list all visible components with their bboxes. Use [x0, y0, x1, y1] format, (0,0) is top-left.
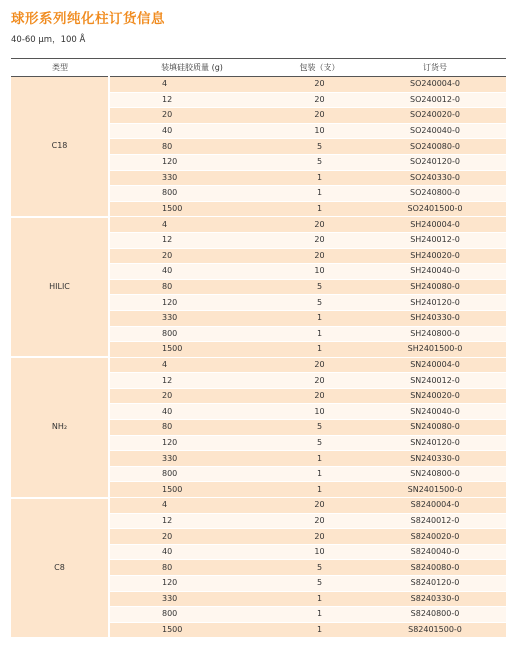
package-cell: 5 — [275, 154, 364, 170]
weight-cell: 330 — [109, 310, 275, 326]
package-cell: 1 — [275, 186, 364, 202]
weight-cell: 40 — [109, 123, 275, 139]
table-row — [11, 217, 506, 233]
package-cell: 5 — [275, 295, 364, 311]
weight-cell: 4 — [109, 498, 275, 514]
order-no-cell: SN240012-0 — [364, 373, 506, 389]
order-no-cell: SO240800-0 — [364, 186, 506, 202]
header-weight: 装填硅胶质量 (g) — [109, 59, 275, 77]
package-cell: 10 — [275, 404, 364, 420]
weight-cell: 12 — [109, 92, 275, 108]
order-no-cell: S8240800-0 — [364, 607, 506, 623]
package-cell: 10 — [275, 544, 364, 560]
package-cell: 1 — [275, 607, 364, 623]
package-cell: 1 — [275, 622, 364, 638]
order-no-cell: SN240080-0 — [364, 420, 506, 436]
header-row — [11, 59, 506, 77]
package-cell: 1 — [275, 170, 364, 186]
weight-cell: 40 — [109, 264, 275, 280]
package-cell: 20 — [275, 108, 364, 124]
weight-cell: 20 — [109, 248, 275, 264]
order-no-cell: S8240020-0 — [364, 529, 506, 545]
package-cell: 1 — [275, 326, 364, 342]
package-cell: 20 — [275, 92, 364, 108]
order-no-cell: S82401500-0 — [364, 622, 506, 638]
table-row — [11, 498, 506, 514]
weight-cell: 800 — [109, 466, 275, 482]
order-no-cell: SN240020-0 — [364, 388, 506, 404]
weight-cell: 4 — [109, 77, 275, 93]
weight-cell: 800 — [109, 186, 275, 202]
weight-cell: 20 — [109, 529, 275, 545]
order-no-cell: S8240012-0 — [364, 513, 506, 529]
weight-cell: 4 — [109, 357, 275, 373]
order-no-cell: SO240012-0 — [364, 92, 506, 108]
type-cell: NH₂ — [11, 357, 109, 497]
order-no-cell: SN240800-0 — [364, 466, 506, 482]
weight-cell: 80 — [109, 560, 275, 576]
weight-cell: 1500 — [109, 342, 275, 358]
table-row — [11, 357, 506, 373]
weight-cell: 800 — [109, 607, 275, 623]
order-no-cell: S8240120-0 — [364, 576, 506, 592]
package-cell: 10 — [275, 264, 364, 280]
package-cell: 1 — [275, 591, 364, 607]
order-no-cell: SN240330-0 — [364, 451, 506, 467]
spec-subtitle: 40-60 µm，100 Å — [11, 35, 86, 45]
weight-cell: 20 — [109, 388, 275, 404]
weight-cell: 120 — [109, 435, 275, 451]
order-no-cell: SH240012-0 — [364, 232, 506, 248]
package-cell: 1 — [275, 310, 364, 326]
package-cell: 5 — [275, 139, 364, 155]
weight-cell: 4 — [109, 217, 275, 233]
package-cell: 20 — [275, 232, 364, 248]
package-cell: 5 — [275, 560, 364, 576]
order-no-cell: SN2401500-0 — [364, 482, 506, 498]
order-no-cell: S8240080-0 — [364, 560, 506, 576]
weight-cell: 40 — [109, 404, 275, 420]
page-title: 球形系列纯化柱订货信息 — [11, 11, 165, 27]
package-cell: 20 — [275, 513, 364, 529]
order-no-cell: SH240080-0 — [364, 279, 506, 295]
weight-cell: 12 — [109, 513, 275, 529]
weight-cell: 330 — [109, 591, 275, 607]
package-cell: 20 — [275, 357, 364, 373]
package-cell: 1 — [275, 201, 364, 217]
order-no-cell: SO240004-0 — [364, 77, 506, 93]
order-no-cell: S8240330-0 — [364, 591, 506, 607]
order-table — [11, 58, 506, 639]
order-no-cell: SH240004-0 — [364, 217, 506, 233]
type-cell: HILIC — [11, 217, 109, 357]
order-no-cell: SO240020-0 — [364, 108, 506, 124]
weight-cell: 80 — [109, 139, 275, 155]
weight-cell: 1500 — [109, 201, 275, 217]
package-cell: 20 — [275, 498, 364, 514]
weight-cell: 800 — [109, 326, 275, 342]
order-no-cell: SH240040-0 — [364, 264, 506, 280]
weight-cell: 120 — [109, 154, 275, 170]
header-type: 类型 — [11, 59, 109, 77]
order-no-cell: SN240004-0 — [364, 357, 506, 373]
weight-cell: 330 — [109, 451, 275, 467]
package-cell: 5 — [275, 576, 364, 592]
weight-cell: 1500 — [109, 622, 275, 638]
order-no-cell: SO240040-0 — [364, 123, 506, 139]
header-order-no: 订货号 — [364, 59, 506, 77]
package-cell: 20 — [275, 77, 364, 93]
weight-cell: 120 — [109, 576, 275, 592]
package-cell: 1 — [275, 451, 364, 467]
order-no-cell: SN240120-0 — [364, 435, 506, 451]
order-no-cell: SO2401500-0 — [364, 201, 506, 217]
package-cell: 20 — [275, 529, 364, 545]
order-no-cell: SH240800-0 — [364, 326, 506, 342]
package-cell: 5 — [275, 435, 364, 451]
order-no-cell: SO240330-0 — [364, 170, 506, 186]
order-no-cell: SO240120-0 — [364, 154, 506, 170]
weight-cell: 80 — [109, 279, 275, 295]
package-cell: 1 — [275, 342, 364, 358]
header-package: 包装（支） — [275, 59, 364, 77]
package-cell: 5 — [275, 279, 364, 295]
order-no-cell: S8240004-0 — [364, 498, 506, 514]
weight-cell: 120 — [109, 295, 275, 311]
package-cell: 5 — [275, 420, 364, 436]
weight-cell: 40 — [109, 544, 275, 560]
package-cell: 20 — [275, 248, 364, 264]
order-no-cell: SH2401500-0 — [364, 342, 506, 358]
weight-cell: 12 — [109, 373, 275, 389]
package-cell: 1 — [275, 466, 364, 482]
table-row — [11, 77, 506, 93]
weight-cell: 80 — [109, 420, 275, 436]
package-cell: 20 — [275, 217, 364, 233]
weight-cell: 330 — [109, 170, 275, 186]
type-cell: C8 — [11, 498, 109, 638]
order-table-body — [11, 77, 506, 638]
order-no-cell: SH240020-0 — [364, 248, 506, 264]
package-cell: 20 — [275, 388, 364, 404]
package-cell: 20 — [275, 373, 364, 389]
order-no-cell: SO240080-0 — [364, 139, 506, 155]
weight-cell: 1500 — [109, 482, 275, 498]
type-cell: C18 — [11, 77, 109, 217]
weight-cell: 12 — [109, 232, 275, 248]
order-no-cell: SH240330-0 — [364, 310, 506, 326]
order-no-cell: S8240040-0 — [364, 544, 506, 560]
order-no-cell: SN240040-0 — [364, 404, 506, 420]
weight-cell: 20 — [109, 108, 275, 124]
order-no-cell: SH240120-0 — [364, 295, 506, 311]
package-cell: 10 — [275, 123, 364, 139]
package-cell: 1 — [275, 482, 364, 498]
